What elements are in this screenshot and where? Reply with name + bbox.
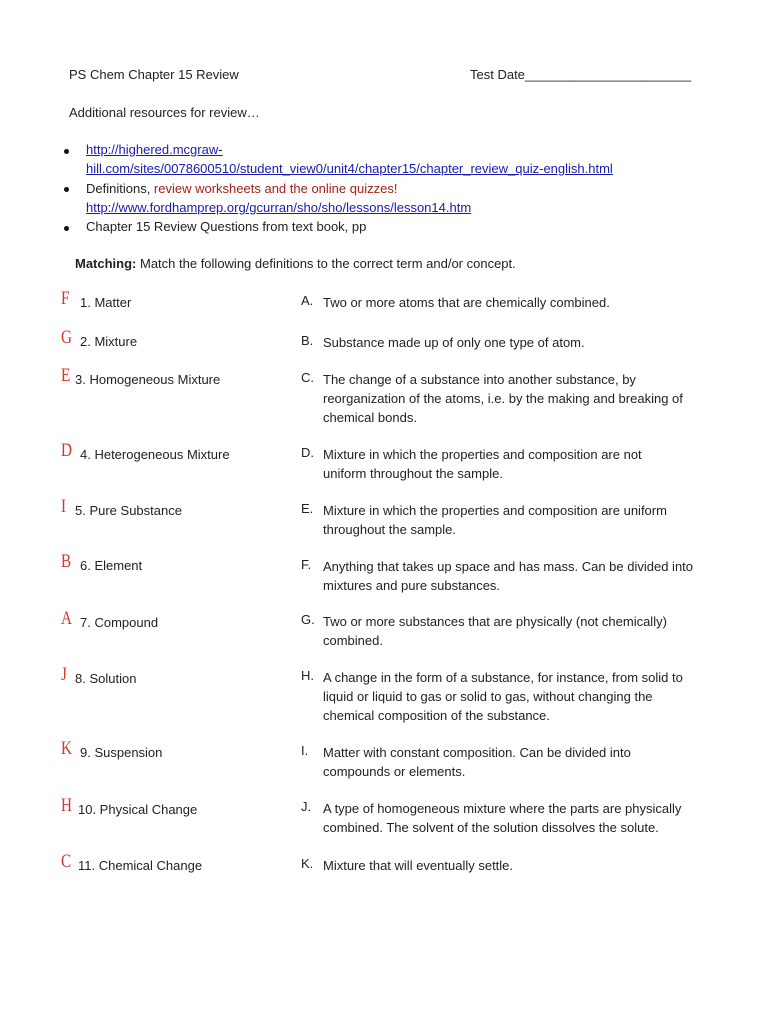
term-label: 2. Mixture [80,334,138,349]
definition-letter: C. [301,370,314,385]
resource-item-definitions [86,181,397,196]
definition-line: liquid or liquid to gas or solid to gas, without changing the [323,689,653,704]
resource-item-textbook: Chapter 15 Review Questions from text book, pp [86,219,367,234]
resource-link-fordham[interactable]: http://www.fordhamprep.org/gcurran/sho/sho/lessons/lesson14.htm [86,200,472,215]
term-label: 4. Heterogeneous Mixture [80,447,230,462]
page-title: PS Chem Chapter 15 Review [69,67,239,82]
definition-letter: G. [301,612,315,627]
handwritten-answer: J [61,664,67,685]
definition-text [323,370,723,427]
definition-line: The change of a substance into another substance, by [323,372,636,387]
matching-text: Match the following definitions to the correct term and/or concept. [136,256,516,271]
definition-letter: K. [301,856,314,871]
term-label: 6. Element [80,558,143,573]
handwritten-answer: G [61,327,72,348]
handwritten-answer: F [61,288,70,309]
definition-line: Two or more substances that are physically (not chemically) [323,614,667,629]
definition-letter: D. [301,445,314,460]
definition-line: Matter with constant composition. Can be divided into [323,745,631,760]
handwritten-answer: A [61,608,72,629]
definition-line: Two or more atoms that are chemically combined. [323,295,610,310]
definition-line: Mixture that will eventually settle. [323,858,514,873]
term-label: 11. Chemical Change [78,858,203,873]
handwritten-answer: E [61,365,71,386]
definition-line: chemical bonds. [323,410,417,425]
term-label: 5. Pure Substance [75,503,182,518]
definition-text [323,557,723,595]
definitions-highlight: review worksheets and the online quizzes! [153,181,398,196]
definition-text [323,856,723,875]
matching-instructions [75,256,516,271]
resource-link-mcgraw-line1[interactable]: http://highered.mcgraw- [86,142,223,157]
handwritten-answer: B [61,551,72,572]
definition-letter: A. [301,293,314,308]
definition-line: Substance made up of only one type of atom. [323,335,585,350]
resource-link-mcgraw-line2[interactable]: hill.com/sites/0078600510/student_view0/unit4/chapter15/chapter_review_quiz-english.html [86,161,613,176]
bullet-icon [64,226,69,231]
definition-line: Mixture in which the properties and composition are uniform [323,503,667,518]
handwritten-answer: I [61,496,67,517]
definition-text [323,293,723,312]
definition-line: chemical composition of the substance. [323,708,550,723]
definition-text [323,668,723,725]
definition-line: compounds or elements. [323,764,466,779]
test-date-line: Test Date_______________________ [470,67,692,82]
definition-line: A change in the form of a substance, for instance, from solid to [323,670,683,685]
resources-intro: Additional resources for review… [69,105,260,120]
term-label: 10. Physical Change [78,802,198,817]
term-label: 1. Matter [80,295,132,310]
handwritten-answer: C [61,851,72,872]
definition-line: Anything that takes up space and has mass. Can be divided into [323,559,694,574]
definition-line: combined. The solvent of the solution dissolves the solute. [323,820,659,835]
definition-letter: I. [301,743,309,758]
matching-label: Matching: [75,256,137,271]
term-label: 3. Homogeneous Mixture [75,372,221,387]
definition-text [323,799,723,837]
definition-letter: J. [301,799,312,814]
definition-line: reorganization of the atoms, i.e. by the making and breaking of [323,391,683,406]
definition-line: combined. [323,633,383,648]
handwritten-answer: K [61,738,72,759]
definition-text [323,743,723,781]
definition-line: mixtures and pure substances. [323,578,501,593]
definition-text [323,333,723,352]
definition-letter: B. [301,333,314,348]
term-label: 8. Solution [75,671,137,686]
definition-line: uniform throughout the sample. [323,466,503,481]
definition-letter: H. [301,668,314,683]
definition-letter: F. [301,557,312,572]
definitions-prefix: Definitions, [86,181,154,196]
definition-text [323,501,723,539]
definition-text [323,445,723,483]
handwritten-answer: H [61,795,72,816]
definition-letter: E. [301,501,314,516]
term-label: 9. Suspension [80,745,163,760]
bullet-icon [64,149,69,154]
term-label: 7. Compound [80,615,159,630]
definition-line: Mixture in which the properties and composition are not [323,447,642,462]
definition-line: throughout the sample. [323,522,456,537]
definition-line: A type of homogeneous mixture where the parts are physically [323,801,682,816]
handwritten-answer: D [61,440,72,461]
definition-text [323,612,723,650]
bullet-icon [64,187,69,192]
